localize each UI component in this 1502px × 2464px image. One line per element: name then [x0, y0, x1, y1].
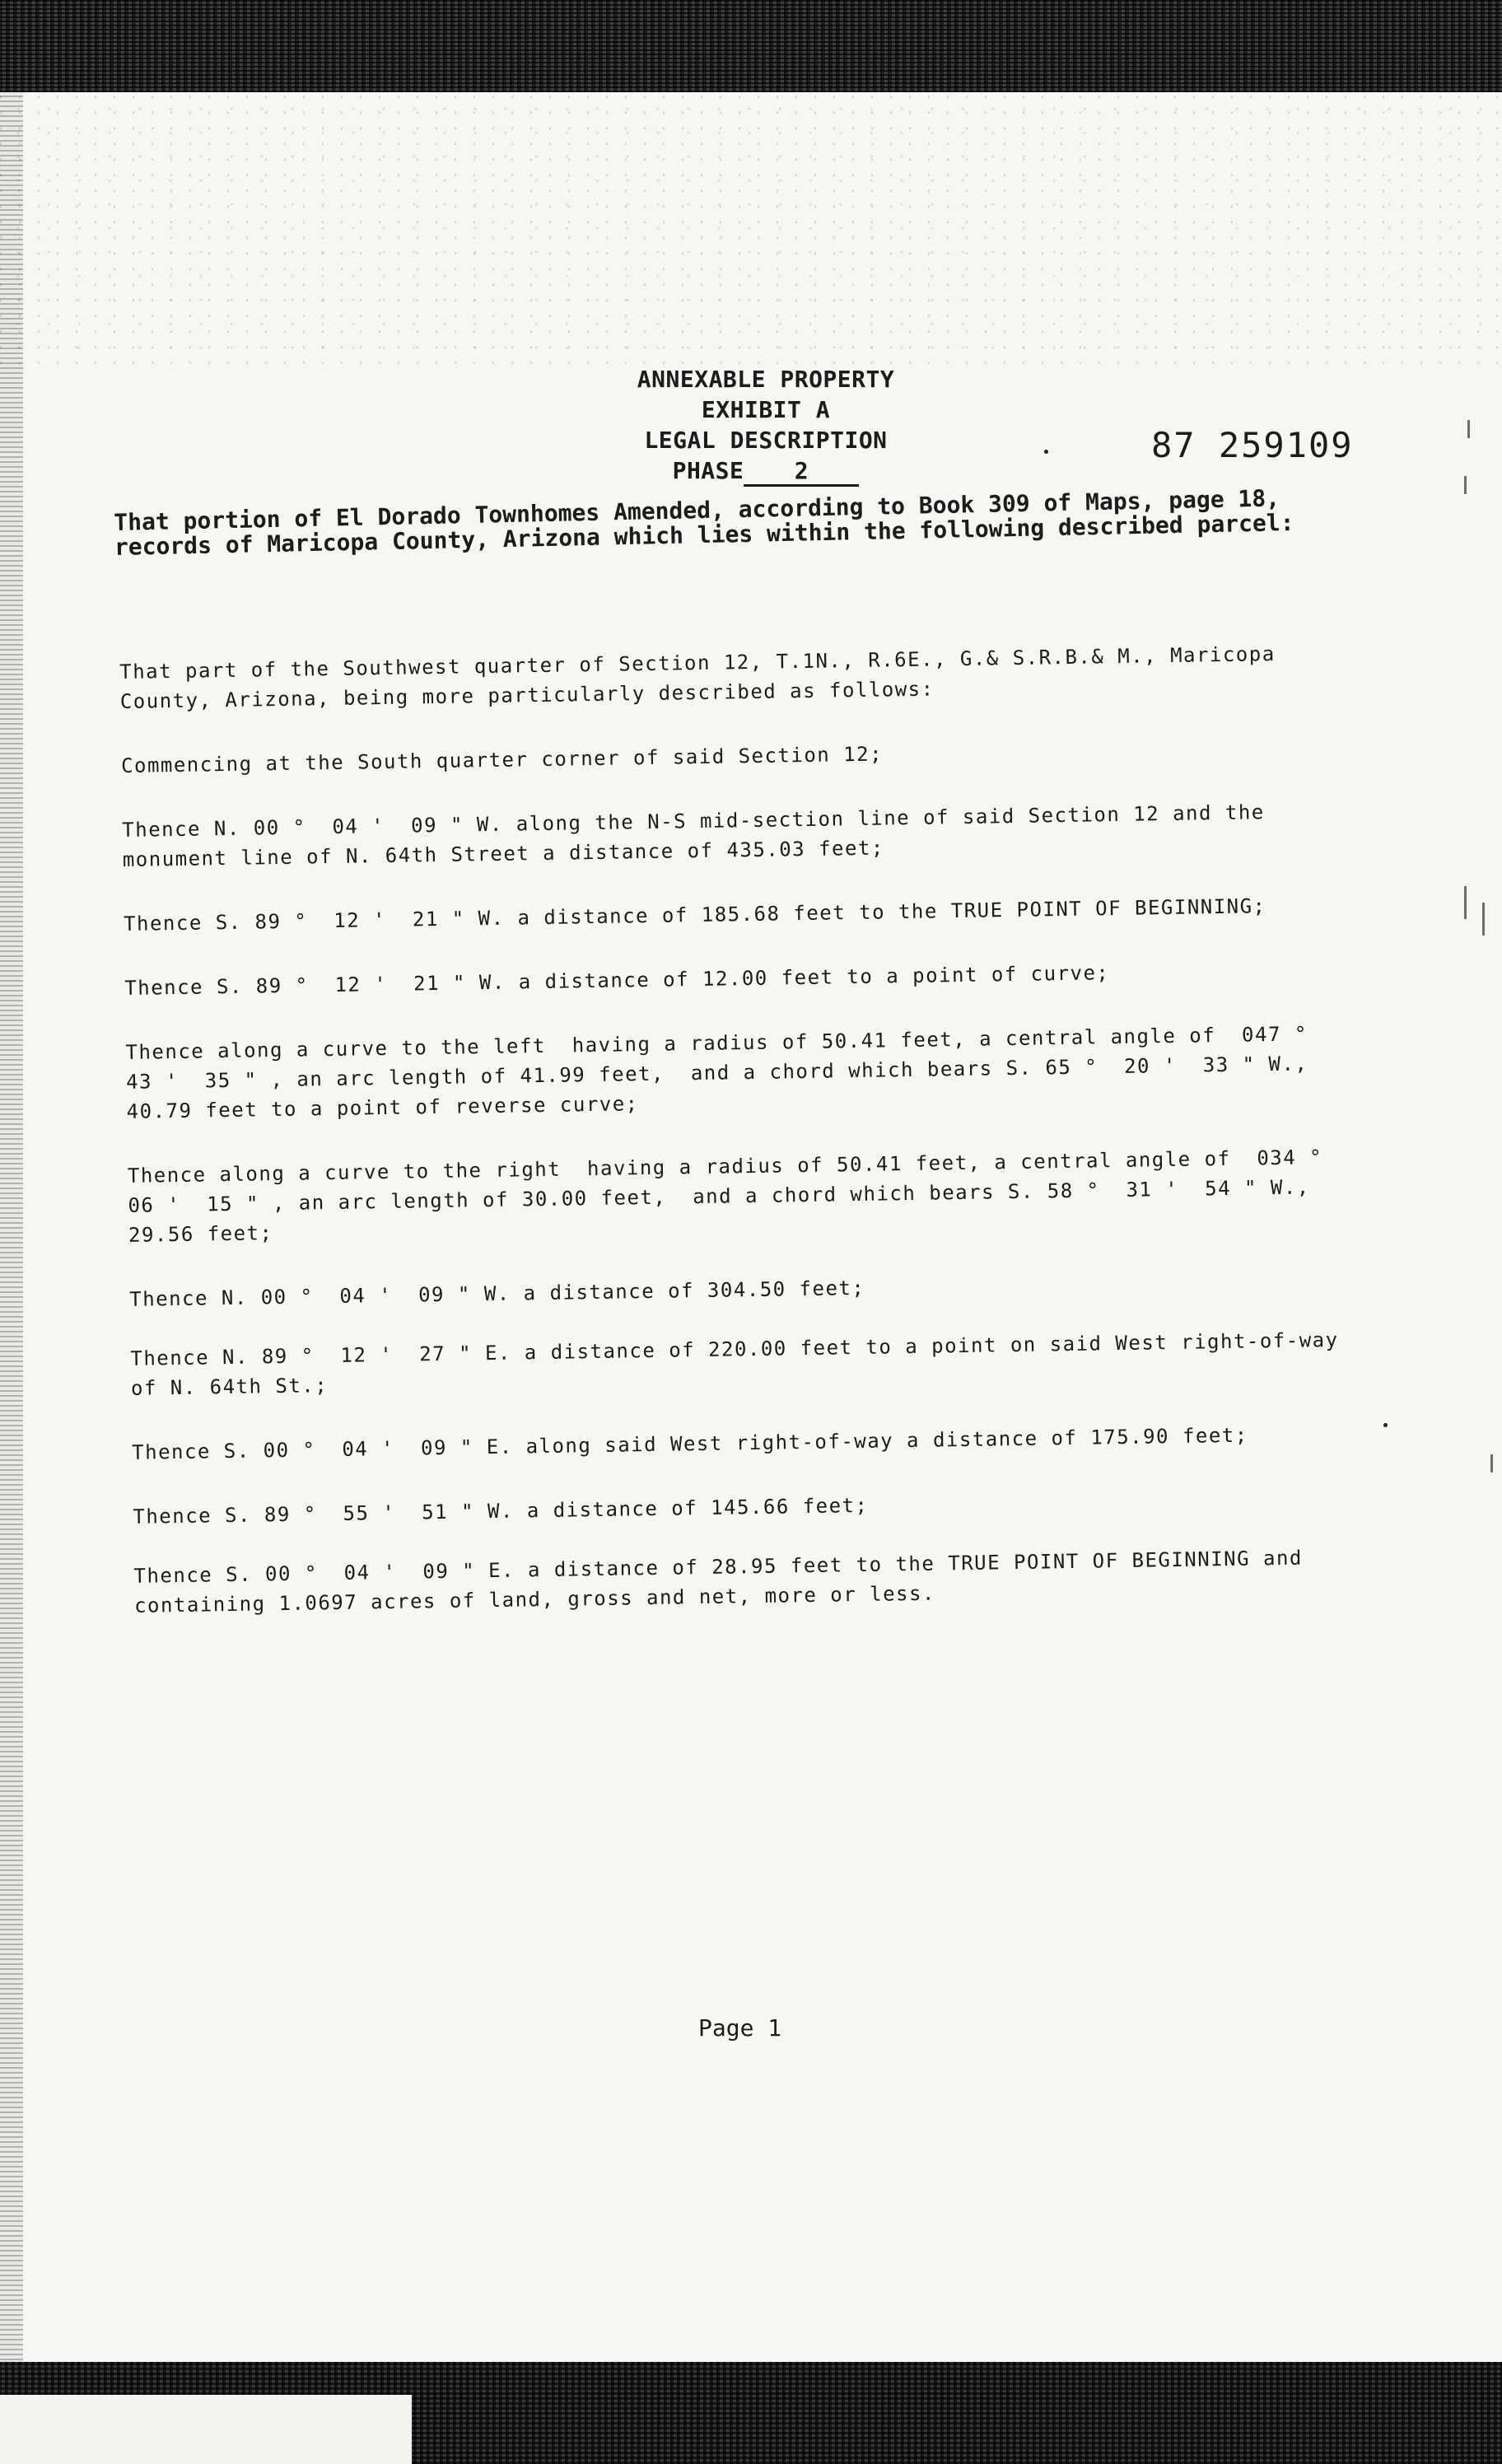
clause-closing: Thence S. 00 ° 04 ' 09 " E. a distance of 28.95 feet to the TRUE POINT OF BEGINNING and containing 1.0697 acres of land, gross and net, more or less. — [133, 1546, 1317, 1617]
page-number: Page 1 — [698, 2014, 782, 2042]
margin-mark — [1490, 1454, 1493, 1472]
scan-noise-top — [0, 0, 1502, 92]
margin-mark — [1467, 420, 1470, 438]
clause-course: Thence N. 00 ° 04 ' 09 " W. a distance of 304.50 feet; — [129, 1276, 865, 1311]
header-title: ANNEXABLE PROPERTY — [637, 366, 895, 393]
clause-course: Thence N. 00 ° 04 ' 09 " W. along the N-S mid-section line of said Section 12 and the monument line of N. 64th Street a distance of 435.03 feet; — [122, 800, 1278, 871]
clause-curve: Thence along a curve to the left having a radius of 50.41 feet, a central angle of 047 ° 43 ' 35 " , an arc length of 41.99 feet, and a chord which bears S. 65 ° 20 ' 33 " W., 40.79 feet to a point of reverse curve; — [125, 1021, 1334, 1123]
scan-speck — [1044, 450, 1048, 454]
margin-mark — [1464, 886, 1467, 919]
scan-speck — [1383, 1423, 1388, 1427]
document-header — [568, 364, 963, 487]
scan-noise-top-fade — [0, 92, 1502, 364]
clause-course: Thence N. 89 ° 12 ' 27 " E. a distance of 220.00 feet to a point on said West right-of-way of N. 64th St.; — [130, 1328, 1352, 1400]
phase-line — [673, 455, 860, 487]
clause-curve: Thence along a curve to the right having a radius of 50.41 feet, a central angle of 034 ° 06 ' 15 " , an arc length of 30.00 feet, and a chord which bears S. 58 ° 31 ' 54 " W., 29.56 feet; — [127, 1145, 1350, 1247]
clause-course: Thence S. 89 ° 12 ' 21 " W. a distance of 12.00 feet to a point of curve; — [124, 961, 1110, 1000]
intro-paragraph: That portion of El Dorado Townhomes Amended, according to Book 309 of Maps, page 18, records of Maricopa County, Arizona which lies within the following described parcel: — [113, 484, 1294, 561]
clause-commencing: Commencing at the South quarter corner of said Section 12; — [120, 742, 884, 777]
phase-label: PHASE — [672, 457, 744, 484]
clause-course: Thence S. 89 ° 12 ' 21 " W. a distance of 185.68 feet to the TRUE POINT OF BEGINNING; — [123, 894, 1266, 936]
scan-noise-left — [0, 92, 23, 2365]
phase-value: 2 — [744, 458, 859, 487]
clause-course: Thence S. 89 ° 55 ' 51 " W. a distance of 145.66 feet; — [133, 1493, 869, 1528]
legal-description-body — [119, 638, 1352, 1655]
header-subtitle: LEGAL DESCRIPTION — [644, 427, 888, 454]
document-number-stamp: 87 259109 — [1151, 425, 1354, 465]
clause-parcel-description: That part of the Southwest quarter of Section 12, T.1N., R.6E., G.& S.R.B.& M., Maricopa County, Arizona, being more particularly described as follows: — [119, 642, 1289, 713]
scan-blank-corner — [0, 2395, 412, 2464]
clause-course: Thence S. 00 ° 04 ' 09 " E. along said West right-of-way a distance of 175.90 feet; — [131, 1423, 1248, 1464]
header-exhibit: EXHIBIT A — [701, 396, 831, 423]
margin-mark — [1464, 476, 1467, 494]
margin-mark — [1482, 903, 1485, 936]
